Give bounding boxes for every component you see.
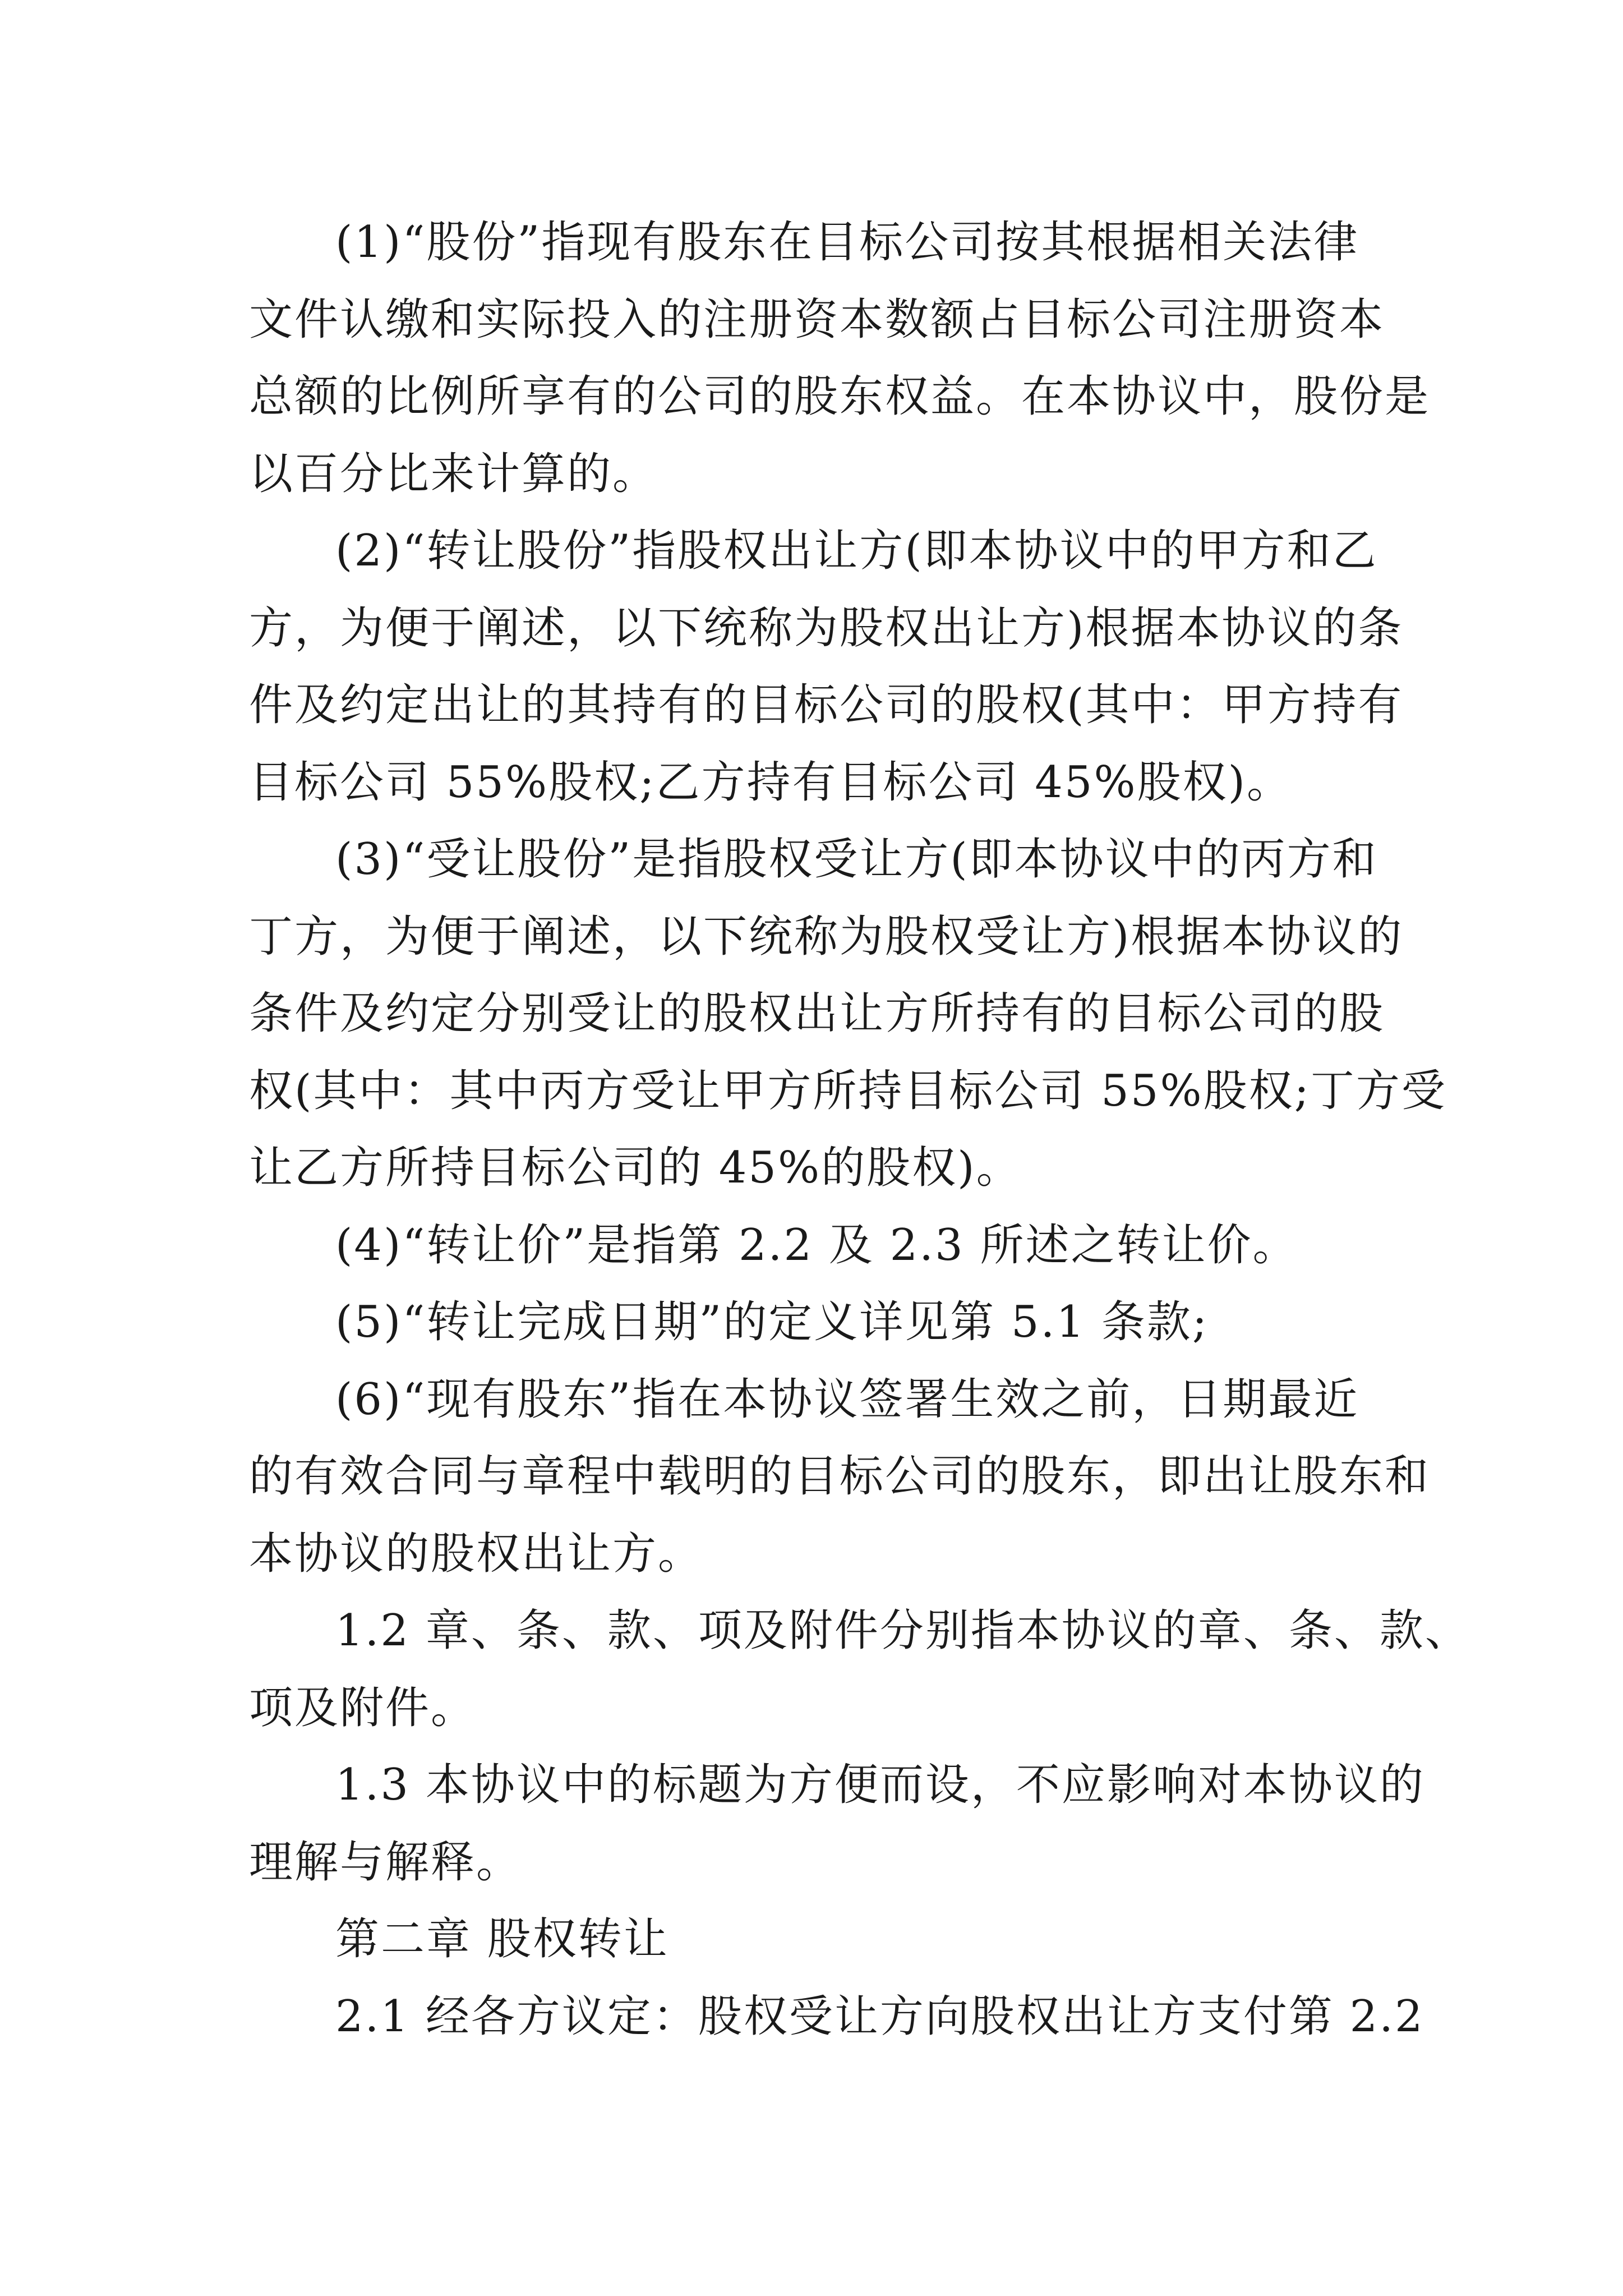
paragraph-1-line-1: (1)“股份”指现有股东在目标公司按其根据相关法律 [335, 217, 1359, 268]
paragraph-2-line-3: 件及约定出让的其持有的目标公司的股权(其中：甲方持有 [249, 680, 1404, 730]
paragraph-3-line-5: 让乙方所持目标公司的 45%的股权)。 [249, 1143, 1022, 1193]
paragraph-3-line-2: 丁方，为便于阐述，以下统称为股权受让方)根据本协议的 [249, 912, 1404, 962]
chapter-2-heading: 第二章 股权转让 [335, 1914, 669, 1964]
clause-1-3-line-1: 1.3 本协议中的标题为方便而设，不应影响对本协议的 [335, 1760, 1425, 1810]
paragraph-4-line-1: (4)“转让价”是指第 2.2 及 2.3 所述之转让价。 [335, 1220, 1298, 1271]
clause-2-1-line-1: 2.1 经各方议定：股权受让方向股权出让方支付第 2.2 [335, 1991, 1424, 2042]
paragraph-2-line-1: (2)“转让股份”指股权出让方(即本协议中的甲方和乙 [335, 526, 1378, 576]
clause-1-2-line-2: 项及附件。 [249, 1683, 477, 1733]
paragraph-6-line-3: 本协议的股权出让方。 [249, 1529, 704, 1579]
paragraph-1-line-2: 文件认缴和实际投入的注册资本数额占目标公司注册资本 [249, 295, 1385, 345]
clause-1-3-line-2: 理解与解释。 [249, 1837, 522, 1888]
paragraph-3-line-1: (3)“受让股份”是指股权受让方(即本协议中的丙方和 [335, 834, 1378, 885]
paragraph-3-line-3: 条件及约定分别受让的股权出让方所持有的目标公司的股 [249, 988, 1385, 1039]
paragraph-1-line-3: 总额的比例所享有的公司的股东权益。在本协议中，股份是 [249, 371, 1431, 422]
paragraph-1-line-4: 以百分比来计算的。 [249, 449, 658, 499]
paragraph-6-line-2: 的有效合同与章程中载明的目标公司的股东，即出让股东和 [249, 1451, 1431, 1502]
paragraph-2-line-4: 目标公司 55%股权;乙方持有目标公司 45%股权)。 [249, 757, 1293, 808]
paragraph-5-line-1: (5)“转让完成日期”的定义详见第 5.1 条款; [335, 1297, 1209, 1347]
paragraph-3-line-4: 权(其中：其中丙方受让甲方所持目标公司 55%股权;丁方受 [249, 1066, 1447, 1116]
clause-1-2-line-1: 1.2 章、条、款、项及附件分别指本协议的章、条、款、 [335, 1605, 1470, 1656]
paragraph-2-line-2: 方，为便于阐述，以下统称为股权出让方)根据本协议的条 [249, 603, 1404, 654]
paragraph-6-line-1: (6)“现有股东”指在本协议签署生效之前，日期最近 [335, 1374, 1359, 1425]
